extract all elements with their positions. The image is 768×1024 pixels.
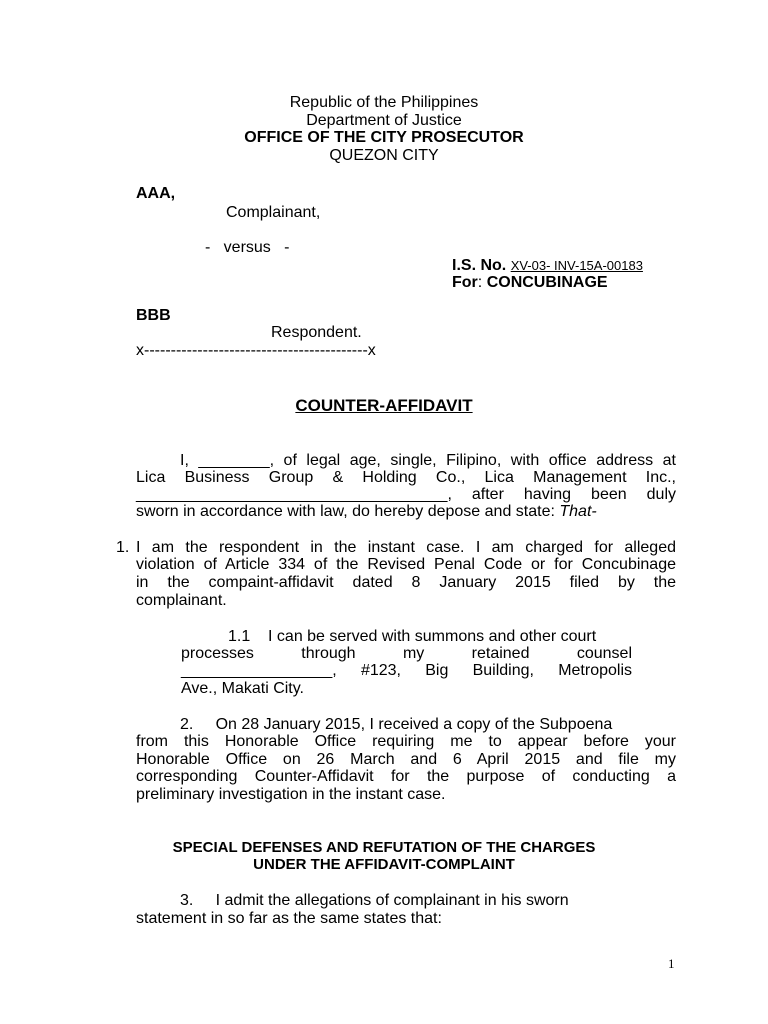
para1-line-1: I am the respondent in the instant case. I am charged for alleged xyxy=(136,539,676,556)
header-department: Department of Justice xyxy=(306,112,462,129)
for-line xyxy=(452,274,608,292)
para3-line-1: 3. I admit the allegations of complainant in his sworn xyxy=(180,892,569,909)
para1-1-line-2: processes through my retained counsel xyxy=(181,645,632,662)
section-heading-line-2: UNDER THE AFFIDAVIT-COMPLAINT xyxy=(253,856,515,873)
para1-1-line-1: 1.1 I can be served with summons and other court xyxy=(228,628,597,645)
para1-line-2: violation of Article 334 of the Revised Penal Code or for Concubinage xyxy=(136,556,676,573)
section-heading-line-1: SPECIAL DEFENSES AND REFUTATION OF THE CHARGES xyxy=(172,839,596,856)
para3-line-2: statement in so far as the same states that: xyxy=(136,910,442,927)
para2-line-5: preliminary investigation in the instant case. xyxy=(136,786,446,803)
header-office: OFFICE OF THE CITY PROSECUTOR xyxy=(244,129,524,146)
page-number: 1 xyxy=(668,956,675,971)
document-title: COUNTER-AFFIDAVIT xyxy=(295,396,473,415)
versus-label: - versus - xyxy=(205,239,290,256)
para1-1-line-3: _________________, #123, Big Building, Metropolis xyxy=(181,662,632,679)
para2-line-1: 2. On 28 January 2015, I received a copy of the Subpoena xyxy=(180,716,613,733)
header-republic: Republic of the Philippines xyxy=(289,94,479,111)
for-value: CONCUBINAGE xyxy=(486,274,608,291)
para1-line-3: in the compaint-affidavit dated 8 January 2015 filed by the xyxy=(136,574,676,591)
complainant-name: AAA, xyxy=(136,185,176,202)
intro-line-4-main: sworn in accordance with law, do hereby depose and state: xyxy=(136,503,560,520)
intro-line-1: I, ________, of legal age, single, Filipino, with office address at xyxy=(180,452,676,469)
intro-line-2: Lica Business Group & Holding Co., Lica Management Inc., xyxy=(136,469,676,486)
is-number-line xyxy=(452,257,643,275)
para1-line-4: complainant. xyxy=(136,592,227,609)
complainant-label: Complainant, xyxy=(226,204,321,221)
para2-line-4: corresponding Counter-Affidavit for the purpose of conducting a xyxy=(136,768,676,785)
respondent-label: Respondent. xyxy=(271,324,362,341)
for-colon: : xyxy=(477,274,483,291)
intro-line-3: ___________________________________, after having been duly xyxy=(136,486,676,503)
respondent-name: BBB xyxy=(136,307,171,324)
header-city: QUEZON CITY xyxy=(329,147,439,164)
for-label: For xyxy=(452,274,478,291)
para1-1-line-4: Ave., Makati City. xyxy=(181,680,304,697)
intro-line-4-italic: That- xyxy=(559,503,597,520)
para2-line-3: Honorable Office on 26 March and 6 April 2015 and file my xyxy=(136,751,676,768)
is-label: I.S. No. xyxy=(452,257,507,274)
para1-number: 1. xyxy=(116,539,130,556)
para2-line-2: from this Honorable Office requiring me to appear before your xyxy=(136,733,676,750)
caption-divider: x------------------------------------------x xyxy=(136,342,376,359)
is-number: XV-03- INV-15A-00183 xyxy=(510,258,643,273)
intro-line-4 xyxy=(136,503,676,521)
